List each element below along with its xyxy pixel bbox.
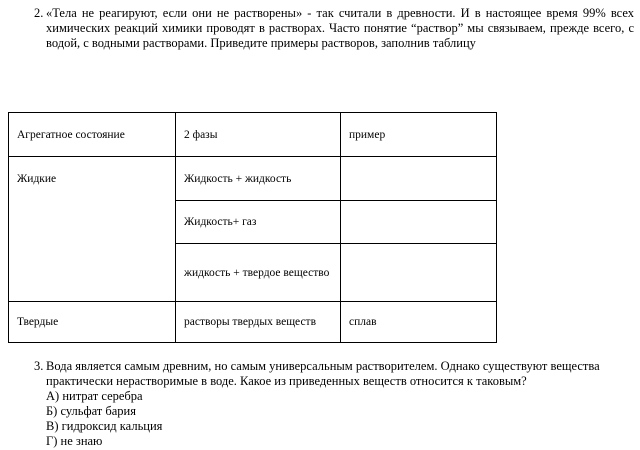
cell-phase: жидкость + твердое вещество: [176, 244, 341, 302]
table-header-row: [9, 113, 497, 157]
answer-option-c[interactable]: В) гидроксид кальция: [46, 419, 163, 433]
cell-phase: растворы твердых веществ: [176, 302, 341, 343]
table-row: [9, 157, 497, 201]
question-3-text: Вода является самым древним, но самым универсальным растворителем. Однако существуют вещества практически нерастворимые в воде. Какое из приведенных веществ относится к таковым?: [46, 359, 600, 388]
question-3: [34, 359, 634, 449]
cell-state-liquid: Жидкие: [9, 157, 176, 302]
solutions-table: [8, 112, 497, 343]
cell-phase: Жидкость+ газ: [176, 201, 341, 244]
question-2: [34, 6, 634, 51]
answer-option-a[interactable]: А) нитрат серебра: [46, 389, 143, 403]
answer-option-b[interactable]: Б) сульфат бария: [46, 404, 136, 418]
cell-example[interactable]: [341, 244, 497, 302]
cell-state-solid: Твердые: [9, 302, 176, 343]
cell-phase: Жидкость + жидкость: [176, 157, 341, 201]
question-3-number: 3.: [34, 359, 44, 373]
header-example: пример: [341, 113, 497, 157]
header-phases: 2 фазы: [176, 113, 341, 157]
table-row: [9, 302, 497, 343]
answer-option-d[interactable]: Г) не знаю: [46, 434, 103, 448]
cell-example[interactable]: сплав: [341, 302, 497, 343]
question-2-number: 2.: [34, 6, 44, 20]
cell-example[interactable]: [341, 201, 497, 244]
cell-example[interactable]: [341, 157, 497, 201]
header-state: Агрегатное состояние: [9, 113, 176, 157]
question-2-text: «Тела не реагируют, если они не растворены» - так считали в древности. И в настоящее время 99% всех химических реакций химики проводят в растворах. Часто понятие “раствор” мы связываем, прежде всего, с водой, с водными растворами. Приведите примеры растворов, заполнив таблицу: [46, 6, 634, 50]
